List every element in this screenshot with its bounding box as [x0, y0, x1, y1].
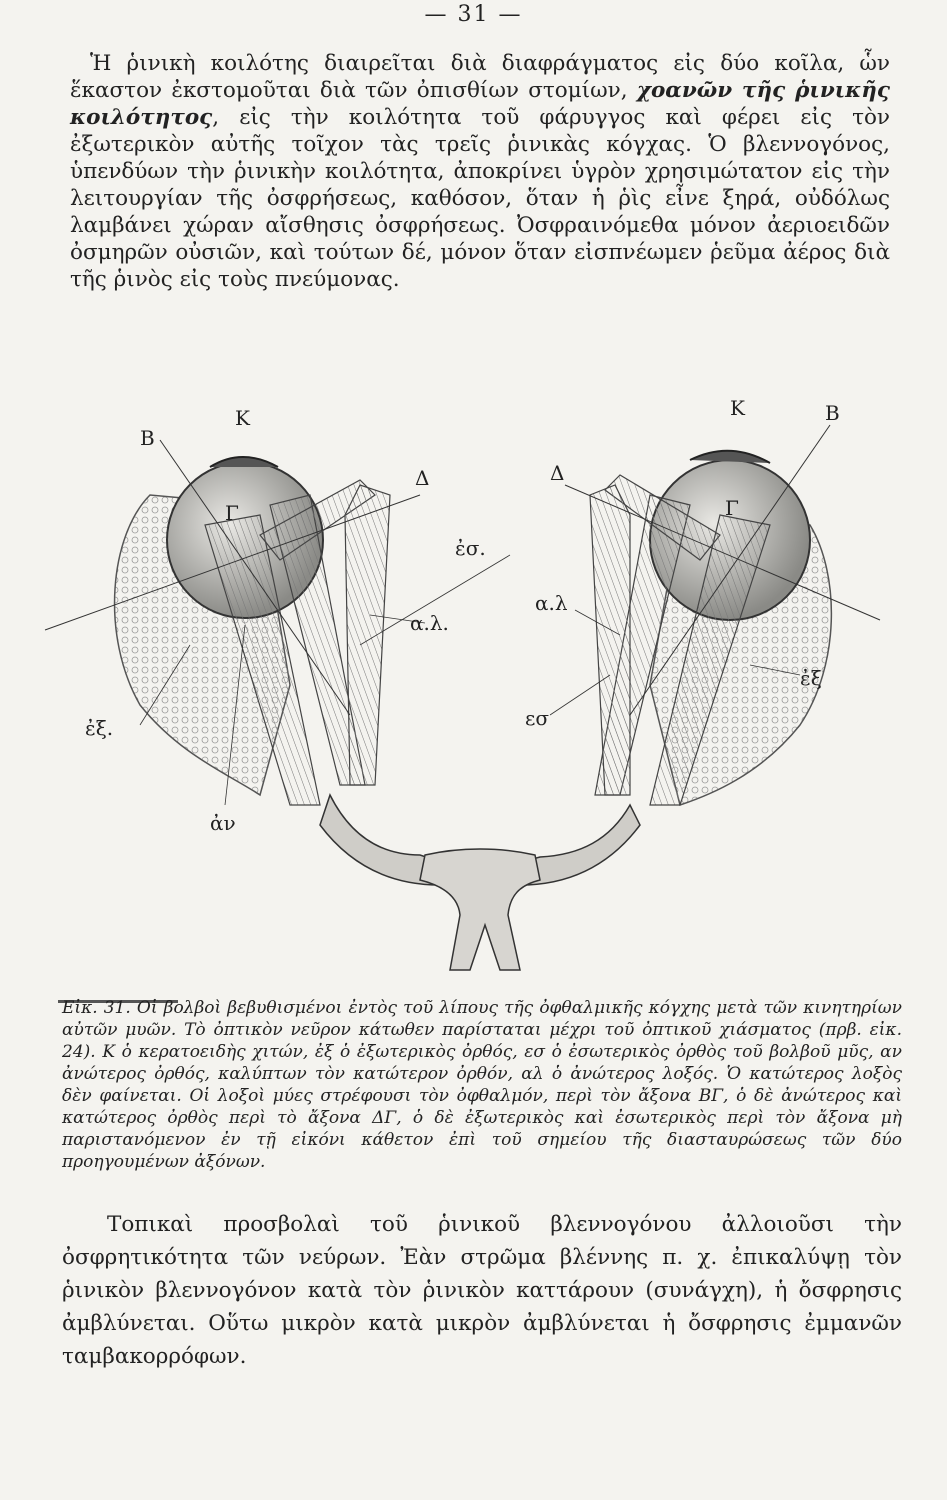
paragraph-1-text-b: , εἰς τὴν κοιλότητα τοῦ φάρυγγος καὶ φέρει εἰς τὸν ἐξωτερικὸν αὐτῆς τοῖχον τὰς τρεῖς ῥινικὰς κόγχας. Ὁ βλεννογόνος, ὑπενδύων τὴν ῥινικὴν κοιλότητα, ἀποκρίνει ὑγρὸν χρησιμώτατον εἰς τὴν λειτουργίαν τῆς ὀσφρήσεως, καθόσον, ὅταν ἡ ῥὶς εἶνε ξηρά, οὐδόλως λαμβάνει χώραν αἴσθησις ὀσφρήσεως. Ὀσφραινόμεθα μόνον ἀεριοειδῶν ὀσμηρῶν οὐσιῶν, καὶ τούτων δέ, μόνον ὅταν εἰσπνέωμεν ῥεῦμα ἀέρος διὰ τῆς ῥινὸς εἰς τοὺς πνεύμονας. — [70, 105, 890, 292]
fig-label-D-left: Δ — [415, 466, 430, 490]
left-eye-group — [115, 457, 450, 885]
caption-text: Οἱ βολβοὶ βεβυθισμένοι ἐντὸς τοῦ λίπους τῆς ὀφθαλμικῆς κόγχης μετὰ τῶν κινητηρίων αὐτῶν μυῶν. Τὸ ὀπτικὸν νεῦρον κάτωθεν παρίσταται μέχρι τοῦ ὀπτικοῦ χιάσματος (πρβ. εἰκ. 24). Κ ὁ κερατοειδὴς χιτών, ἐξ ὁ ἐξωτερικὸς ὀρθός, εσ ὁ ἐσωτερικὸς ὀρθὸς τοῦ βολβοῦ μῦς, αν ἀνώτερος ὀρθός, καλύπτων τὸν κατώτερον ὀρθόν, αλ ὁ ἀνώτερος λοξός. Ὁ κατώτερος λοξὸς δὲν φαίνεται. Οἱ λοξοὶ μύες στρέφουσι τὸν ὀφθαλμόν, περὶ τὸν ἄξονα ΒΓ, ὁ δὲ ἀνώτερος καὶ κατώτερος ὀρθὸς περὶ τὸ ἄξονα ΔΓ, ὁ δὲ ἐξωτερικὸς καὶ ἐσωτερικὸς περὶ τὸν ἄξονα μὴ παριστανόμενον ἐν τῇ εἰκόνι κάθετον ἐπὶ τοῦ σημείου τῆς διασταυρώσεως τῶν δύο προηγουμένων ἀξόνων. — [62, 998, 902, 1172]
left-medial-muscle — [345, 485, 390, 785]
fig-label-an-left: ἀν — [210, 811, 236, 835]
fig-label-G-left: Γ — [225, 501, 239, 525]
optic-chiasm — [420, 849, 540, 970]
fig-label-al-right: α.λ — [535, 591, 568, 615]
paragraph-1 — [70, 50, 890, 293]
paragraph-1-text-a: Ἡ ῥινικὴ κοιλότης διαιρεῖται διὰ διαφράγματος εἰς δύο κοῖλα, ὧν ἕκαστον ἐκστομοῦται διὰ τῶν ὀπισθίων στομίων, — [70, 51, 890, 103]
page-number: — 31 — — [424, 2, 523, 27]
paragraph-1-bold-term: χοανῶν τῆς ῥινικῆς κοιλότητος — [70, 78, 890, 130]
fig-label-B-left: Β — [140, 426, 155, 450]
right-eye-group — [510, 451, 831, 885]
fig-label-es-right: εσ — [525, 706, 550, 730]
fig-label-B-right: Β — [825, 401, 840, 425]
fig-label-K-left: Κ — [235, 406, 250, 430]
paragraph-2-text: Τοπικαὶ προσβολαὶ τοῦ ῥινικοῦ βλεννογόνου ἀλλοιοῦσι τὴν ὀσφρητικότητα τῶν νεύρων. Ἐὰν στρῶμα βλέννης π. χ. ἐπικαλύψῃ τὸν ῥινικὸν βλεννογόνον κατὰ τὸν ῥινικὸν καττάρουν (συνάγχη), ἡ ὄσφρησις ἀμβλύνεται. Οὕτω μικρὸν κατὰ μικρὸν ἀμβλύνεται ἡ ὄσφρησις ἐμμανῶν ταμβακορρόφων. — [62, 1212, 902, 1369]
caption-label: Εἰκ. 31. — [62, 998, 131, 1018]
fig-label-K-right: Κ — [730, 396, 745, 420]
fig-label-al-left: α.λ. — [410, 611, 449, 635]
left-cornea — [210, 457, 278, 467]
fig-label-es-left: ἐσ. — [455, 536, 486, 560]
paragraph-2 — [62, 1208, 902, 1373]
fig-label-D-right: Δ — [550, 461, 565, 485]
right-cornea — [690, 451, 770, 463]
right-medial-muscle — [590, 485, 630, 795]
fig-label-ex-left: ἐξ. — [85, 716, 114, 740]
fig-label-G-right: Γ — [725, 496, 739, 520]
figure-caption — [62, 997, 902, 1173]
eye-muscles-figure — [30, 385, 910, 985]
fig-label-ex-right: ἐξ — [800, 666, 822, 690]
